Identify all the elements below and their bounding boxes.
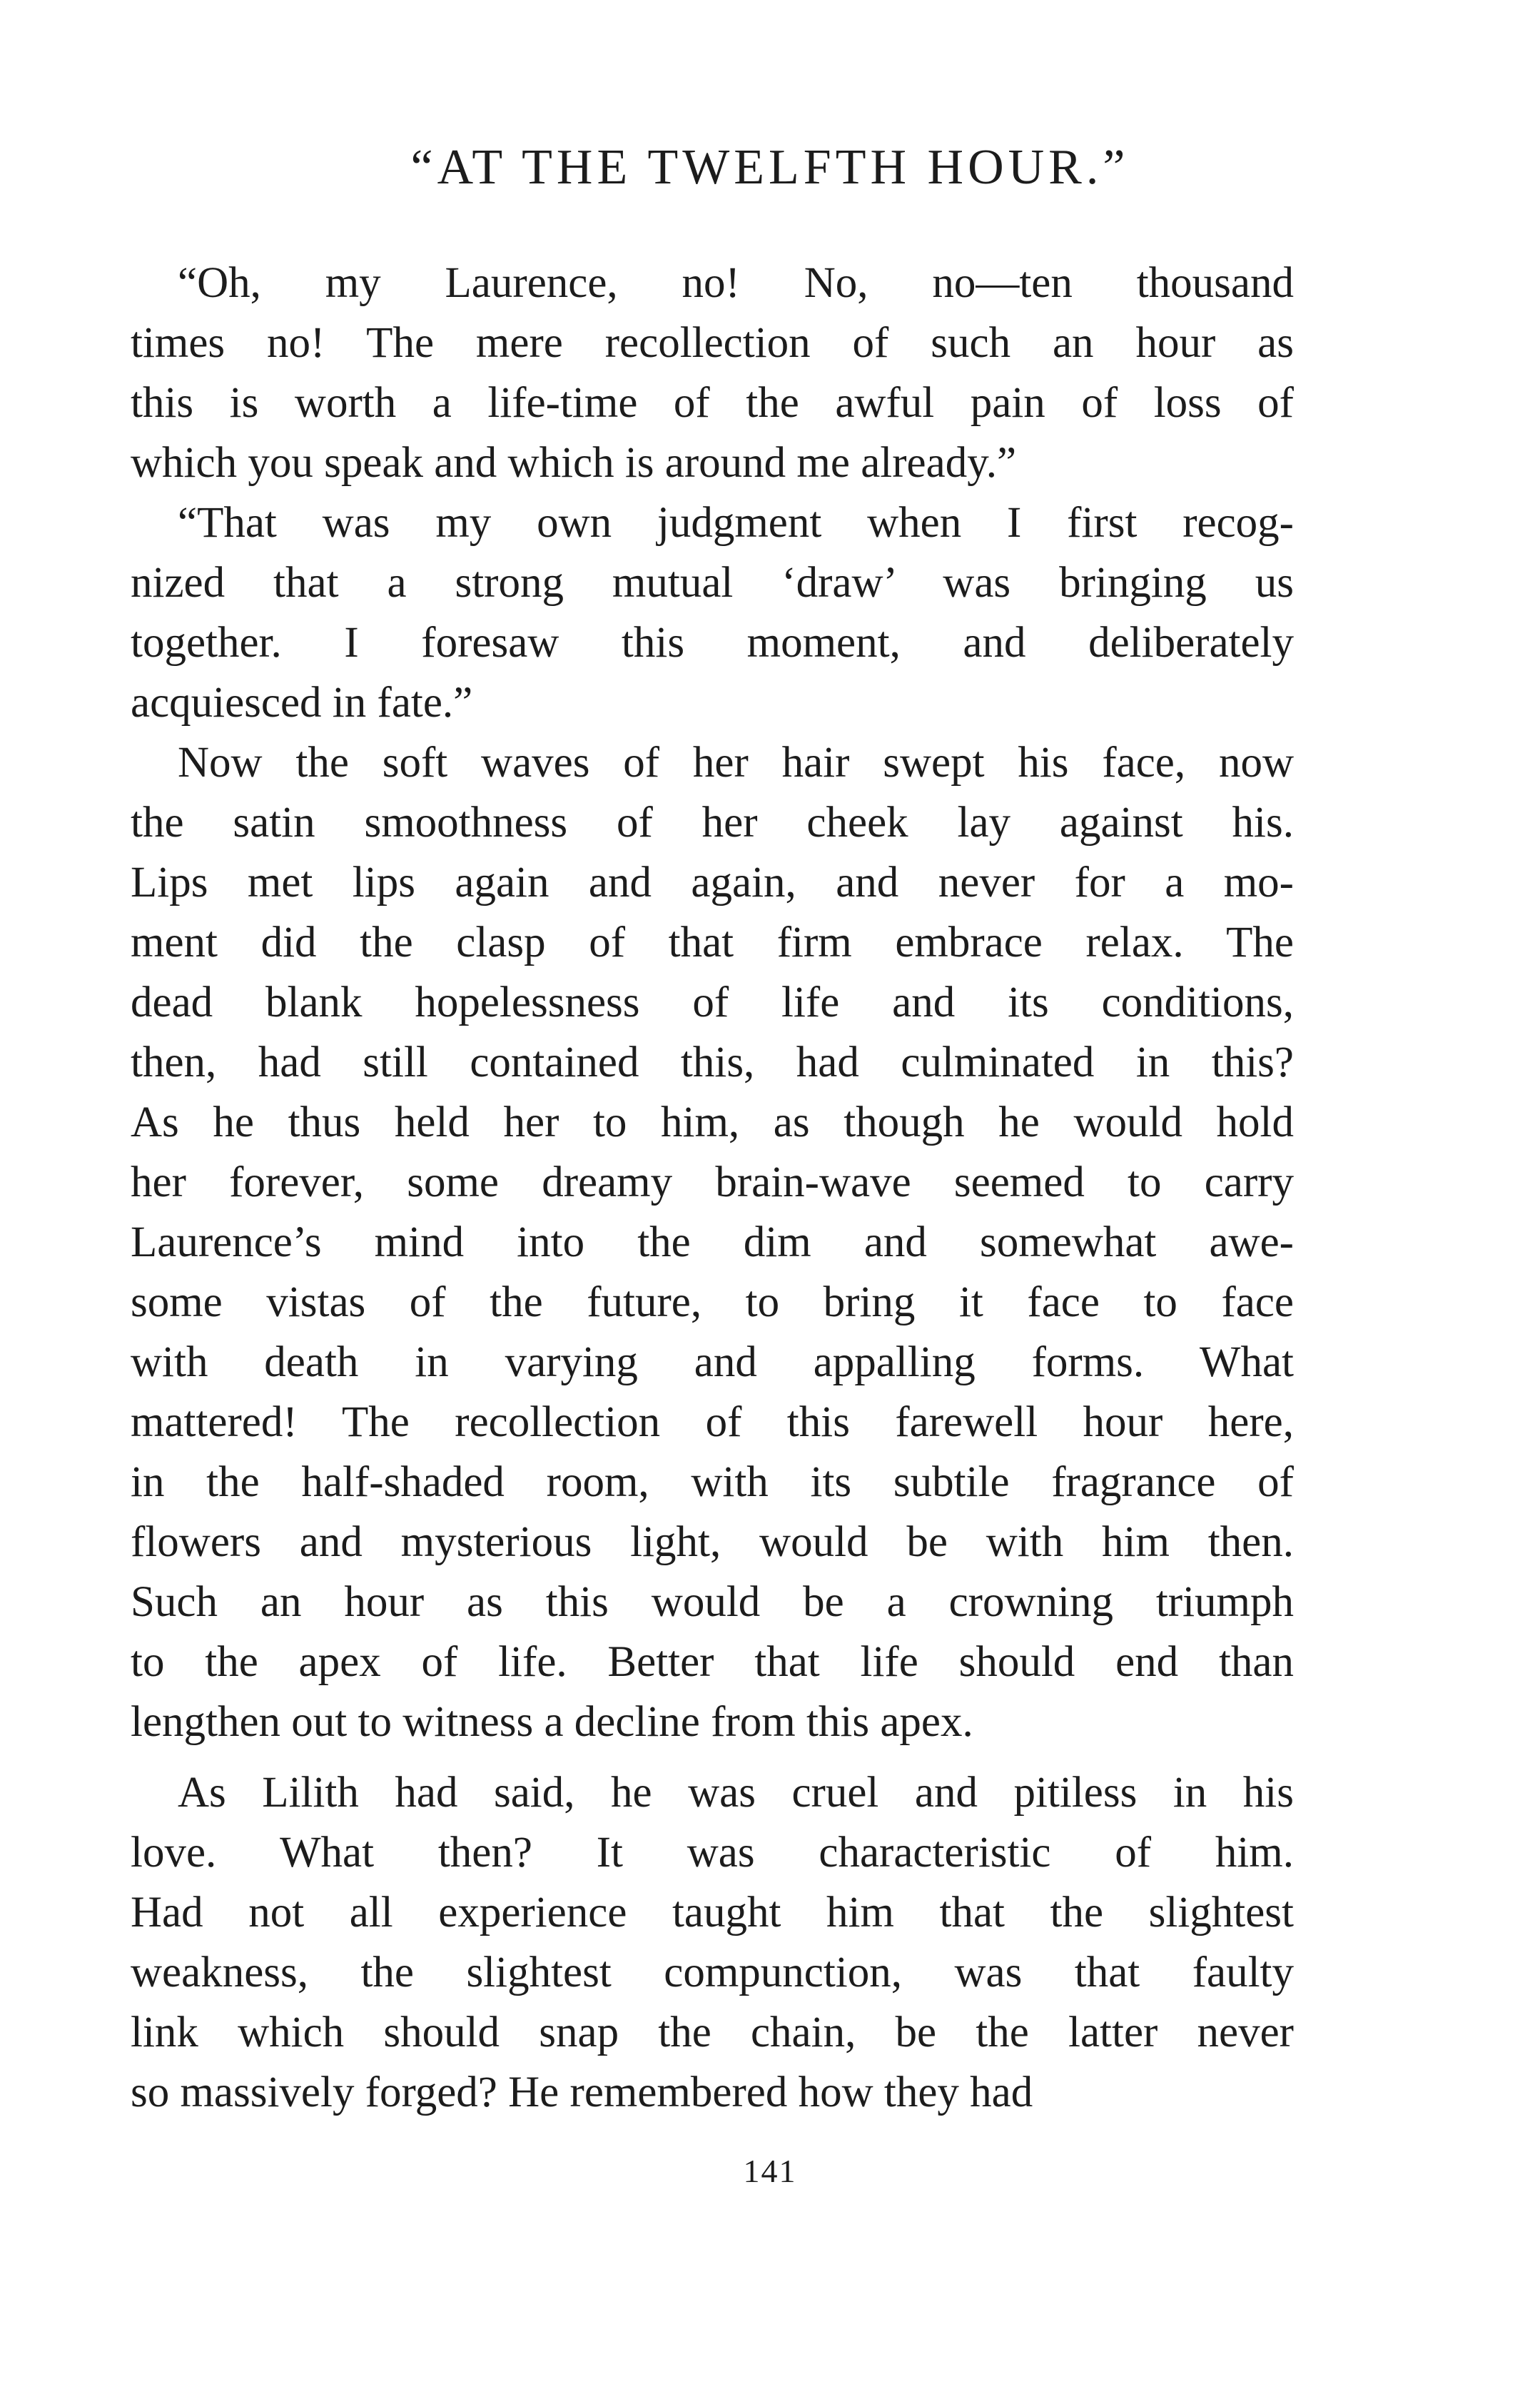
text-line: mattered! The recollection of this farewell hour here, — [131, 1398, 1294, 1446]
text-line: her forever, some dreamy brain-wave seemed to carry — [131, 1158, 1294, 1206]
text-line: which you speak and which is around me already.” — [131, 439, 1017, 487]
paragraph — [131, 253, 1294, 493]
text-line: Such an hour as this would be a crowning triumph — [131, 1578, 1294, 1626]
text-line: so massively forged? He remembered how they had — [131, 2069, 1033, 2116]
paragraph — [131, 493, 1294, 733]
text-line: flowers and mysterious light, would be with him then. — [131, 1518, 1294, 1566]
text-line: As Lilith had said, he was cruel and pitiless in his — [178, 1769, 1294, 1817]
text-line: this is worth a life-time of the awful pain of loss of — [131, 379, 1294, 427]
paragraph — [131, 733, 1294, 1752]
text-line: some vistas of the future, to bring it face to face — [131, 1278, 1294, 1326]
text-line: love. What then? It was characteristic of him. — [131, 1829, 1294, 1877]
text-line: together. I foresaw this moment, and deliberately — [131, 619, 1294, 667]
text-line: to the apex of life. Better that life should end than — [131, 1638, 1294, 1686]
text-line: “Oh, my Laurence, no! No, no—ten thousand — [178, 259, 1294, 307]
text-line: link which should snap the chain, be the latter never — [131, 2009, 1294, 2056]
text-line: weakness, the slightest compunction, was that faulty — [131, 1949, 1294, 1996]
text-line: As he thus held her to him, as though he would hold — [131, 1098, 1294, 1146]
text-section-2 — [131, 1763, 1294, 2123]
text-line: nized that a strong mutual ‘draw’ was bringing us — [131, 559, 1294, 607]
text-line: Lips met lips again and again, and never for a mo- — [131, 859, 1294, 906]
text-line: the satin smoothness of her cheek lay against his. — [131, 799, 1294, 847]
text-line: “That was my own judgment when I first recog- — [178, 499, 1294, 547]
running-head: “AT THE TWELFTH HOUR.” — [410, 140, 1130, 195]
text-line: dead blank hopelessness of life and its conditions, — [131, 979, 1294, 1026]
text-line: times no! The mere recollection of such an hour as — [131, 319, 1294, 367]
text-line: Now the soft waves of her hair swept his face, now — [178, 739, 1294, 787]
text-line: lengthen out to witness a decline from this apex. — [131, 1698, 973, 1746]
text-section-1 — [131, 253, 1294, 1752]
text-line: acquiesced in fate.” — [131, 679, 473, 727]
text-line: then, had still contained this, had culminated in this? — [131, 1039, 1294, 1086]
paragraph — [131, 1763, 1294, 2123]
text-line: Laurence’s mind into the dim and somewhat awe- — [131, 1218, 1294, 1266]
text-line: ment did the clasp of that firm embrace relax. The — [131, 919, 1294, 966]
text-line: with death in varying and appalling forms. What — [131, 1338, 1294, 1386]
page-number: 141 — [743, 2153, 797, 2189]
text-line: in the half-shaded room, with its subtile fragrance of — [131, 1458, 1294, 1506]
text-line: Had not all experience taught him that the slightest — [131, 1889, 1294, 1936]
